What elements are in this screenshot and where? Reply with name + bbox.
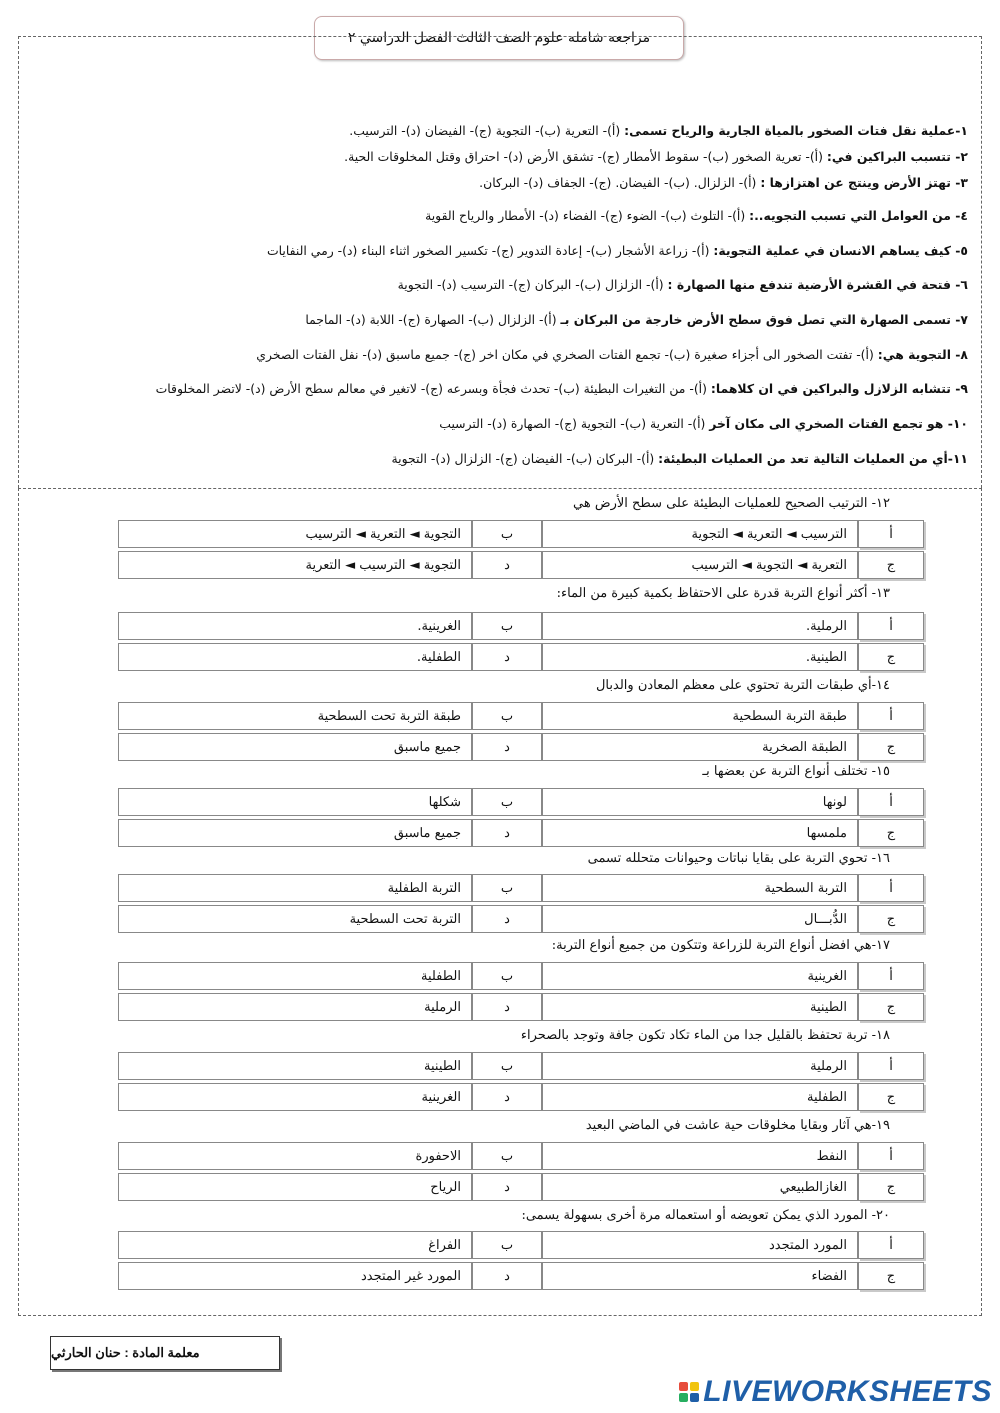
option-d[interactable]: الطفلية. [118,643,472,671]
option-a[interactable]: الغرينية [542,962,858,990]
question-11: ١١-أي من العمليات التالية تعد من العمليات البطيئة: (أ)- البركان (ب)- الفيضان (ج)- الزلزال (د)- التجوية [391,451,968,466]
question-10: ١٠- هو تجمع الفتات الصخري الى مكان آخر (أ)- التعرية (ب)- التجوية (ج)- الصهارة (د)- الترسيب [439,416,968,431]
option-d-letter: د [472,819,542,847]
option-d-letter: د [472,1173,542,1201]
question-20-options [118,1231,924,1290]
question-20-title: ٢٠- المورد الذي يمكن تعويضه أو استعماله مرة أخرى بسهولة يسمى: [521,1208,890,1223]
option-a-letter: أ [858,788,924,816]
option-c-letter: ج [858,993,924,1021]
question-18-options [118,1052,924,1111]
question-15-options [118,788,924,847]
option-b[interactable]: الطينية [118,1052,472,1080]
question-13-title: ١٣- أكثر أنواع التربة قدرة على الاحتفاظ بكمية كبيرة من الماء: [556,586,890,601]
option-b[interactable]: الطفلية [118,962,472,990]
question-8: ٨- التجوية هي: (أ)- تفتت الصخور الى أجزاء صغيرة (ب)- تجمع الفتات الصخري في مكان اخر (ج)- جميع ماسبق (د)- نفل الفتات الصخري [256,347,968,362]
question-17-title: ١٧-هي افضل أنواع التربة للزراعة وتتكون من جميع أنواع التربة: [551,938,890,953]
option-c-letter: ج [858,819,924,847]
question-3: ٣- تهتز الأرض وينتج عن اهتزازها : (أ)- الزلزال. (ب)- الفيضان. (ج)- الجفاف (د)- البركان. [479,175,968,190]
option-a-letter: أ [858,702,924,730]
question-4: ٤- من العوامل التي تسبب التجويه..: (أ)- التلوث (ب)- الضوء (ج)- الفضاء (د)- الأمطار والرياح القوية [425,208,968,223]
question-17-options [118,962,924,1021]
option-c[interactable]: الطفلية [542,1083,858,1111]
option-c[interactable]: الطينية. [542,643,858,671]
option-a-letter: أ [858,962,924,990]
question-16-options [118,874,924,933]
option-a[interactable]: الرملية [542,1052,858,1080]
option-b-letter: ب [472,1142,542,1170]
option-d[interactable]: المورد غير المتجدد [118,1262,472,1290]
option-b-letter: ب [472,1231,542,1259]
question-6: ٦- فتحة في القشرة الأرضية تندفع منها الصهارة : (أ)- الزلزال (ب)- البركان (ج)- الترسيب (د)- التجوية [397,277,968,292]
option-b[interactable]: طبقة التربة تحت السطحية [118,702,472,730]
liveworksheets-logo-icon [679,1382,699,1402]
question-14-options [118,702,924,761]
option-d[interactable]: جميع ماسبق [118,819,472,847]
option-c[interactable]: الطبقة الصخرية [542,733,858,761]
question-13-options [118,612,924,671]
option-d-letter: د [472,643,542,671]
option-d-letter: د [472,1262,542,1290]
option-a-letter: أ [858,612,924,640]
option-c-letter: ج [858,551,924,579]
option-c[interactable]: الغازالطبيعي [542,1173,858,1201]
question-7: ٧- تسمى الصهارة التي تصل فوق سطح الأرض خارجة من البركان بـ (أ)- الزلزال (ب)- الصهارة (ج)- اللابة (د)- الماجما [305,312,968,327]
option-d-letter: د [472,993,542,1021]
question-2: ٢- تتسبب البراكين في: (أ)- تعرية الصخور (ب)- سقوط الأمطار (ج)- تشقق الأرض (د)- احتراق وقتل المخلوقات الحية. [344,149,968,164]
option-d[interactable]: التجوية ◄ الترسيب ◄ التعرية [118,551,472,579]
option-b-letter: ب [472,962,542,990]
option-c[interactable]: الدُّبـــال [542,905,858,933]
option-b-letter: ب [472,612,542,640]
option-c-letter: ج [858,905,924,933]
option-b-letter: ب [472,1052,542,1080]
option-a-letter: أ [858,874,924,902]
option-d[interactable]: الرياح [118,1173,472,1201]
option-a-letter: أ [858,1052,924,1080]
question-12-title: ١٢- الترتيب الصحيح للعمليات البطيئة على سطح الأرض هي [573,496,890,511]
option-b[interactable]: شكلها [118,788,472,816]
option-a[interactable]: الترسيب ◄ التعرية ◄ التجوية [542,520,858,548]
option-d-letter: د [472,733,542,761]
brand-name: LIVEWORKSHEETS [703,1375,992,1408]
brand-logo [679,1376,992,1408]
option-d-letter: د [472,905,542,933]
option-d-letter: د [472,551,542,579]
option-b[interactable]: التجوية ◄ التعرية ◄ الترسيب [118,520,472,548]
question-9: ٩- تتشابه الزلازل والبراكين في ان كلاهما: (أ)- من التغيرات البطيئة (ب)- تحدث فجأة وبسرعه (ج)- لاتغير في معالم سطح الأرض (د)- لاتضر المخلوقات [155,381,968,396]
option-a-letter: أ [858,520,924,548]
option-a-letter: أ [858,1231,924,1259]
option-b-letter: ب [472,874,542,902]
option-c[interactable]: الفضاء [542,1262,858,1290]
option-c[interactable]: التعرية ◄ التجوية ◄ الترسيب [542,551,858,579]
option-d-letter: د [472,1083,542,1111]
question-1: ١-عملية نقل فتات الصخور بالمياة الجارية والرياح تسمى: (أ)- التعرية (ب)- التجوية (ج)- الفيضان (د)- الترسيب. [349,123,968,138]
teacher-name: معلمة المادة : حنان الحارثي [50,1336,280,1370]
question-16-title: ١٦- تحوي التربة على بقايا نباتات وحيوانات متحلله تسمى [587,851,890,866]
option-a[interactable]: لونها [542,788,858,816]
option-c-letter: ج [858,1173,924,1201]
option-c-letter: ج [858,643,924,671]
page-title: مراجعه شامله علوم الصف الثالث الفصل الدراسي ٢ [314,16,684,60]
question-19-options [118,1142,924,1201]
option-c-letter: ج [858,1262,924,1290]
option-d[interactable]: التربة تحت السطحية [118,905,472,933]
question-5: ٥- كيف يساهم الانسان في عملية التجوية: (أ)- زراعة الأشجار (ب)- إعادة التدوير (ج)- تكسير الصخور اثناء البناء (د)- رمي النفايات [266,243,968,258]
option-d[interactable]: جميع ماسبق [118,733,472,761]
option-c-letter: ج [858,733,924,761]
option-a[interactable]: النفط [542,1142,858,1170]
option-b[interactable]: الغرينية. [118,612,472,640]
option-a[interactable]: طبقة التربة السطحية [542,702,858,730]
option-d[interactable]: الغرينية [118,1083,472,1111]
option-a-letter: أ [858,1142,924,1170]
option-a[interactable]: المورد المتجدد [542,1231,858,1259]
option-a[interactable]: التربة السطحية [542,874,858,902]
option-c-letter: ج [858,1083,924,1111]
question-12-options [118,520,924,579]
option-b[interactable]: الاحفورة [118,1142,472,1170]
question-15-title: ١٥- تختلف أنواع التربة عن بعضها بـ [702,764,890,779]
option-a[interactable]: الرملية. [542,612,858,640]
option-b[interactable]: التربة الطفلية [118,874,472,902]
option-c[interactable]: الطينية [542,993,858,1021]
option-b-letter: ب [472,788,542,816]
option-c[interactable]: ملمسها [542,819,858,847]
option-b-letter: ب [472,520,542,548]
option-d[interactable]: الرملية [118,993,472,1021]
option-b[interactable]: الفراغ [118,1231,472,1259]
question-18-title: ١٨- تربة تحتفظ بالقليل جدا من الماء تكاد تكون جافة وتوجد بالصحراء [520,1028,890,1043]
question-14-title: ١٤-أي طبقات التربة تحتوي على معظم المعادن والدبال [595,678,890,693]
option-b-letter: ب [472,702,542,730]
question-19-title: ١٩-هي آثار وبقايا مخلوقات حية عاشت في الماضي البعيد [585,1118,890,1133]
